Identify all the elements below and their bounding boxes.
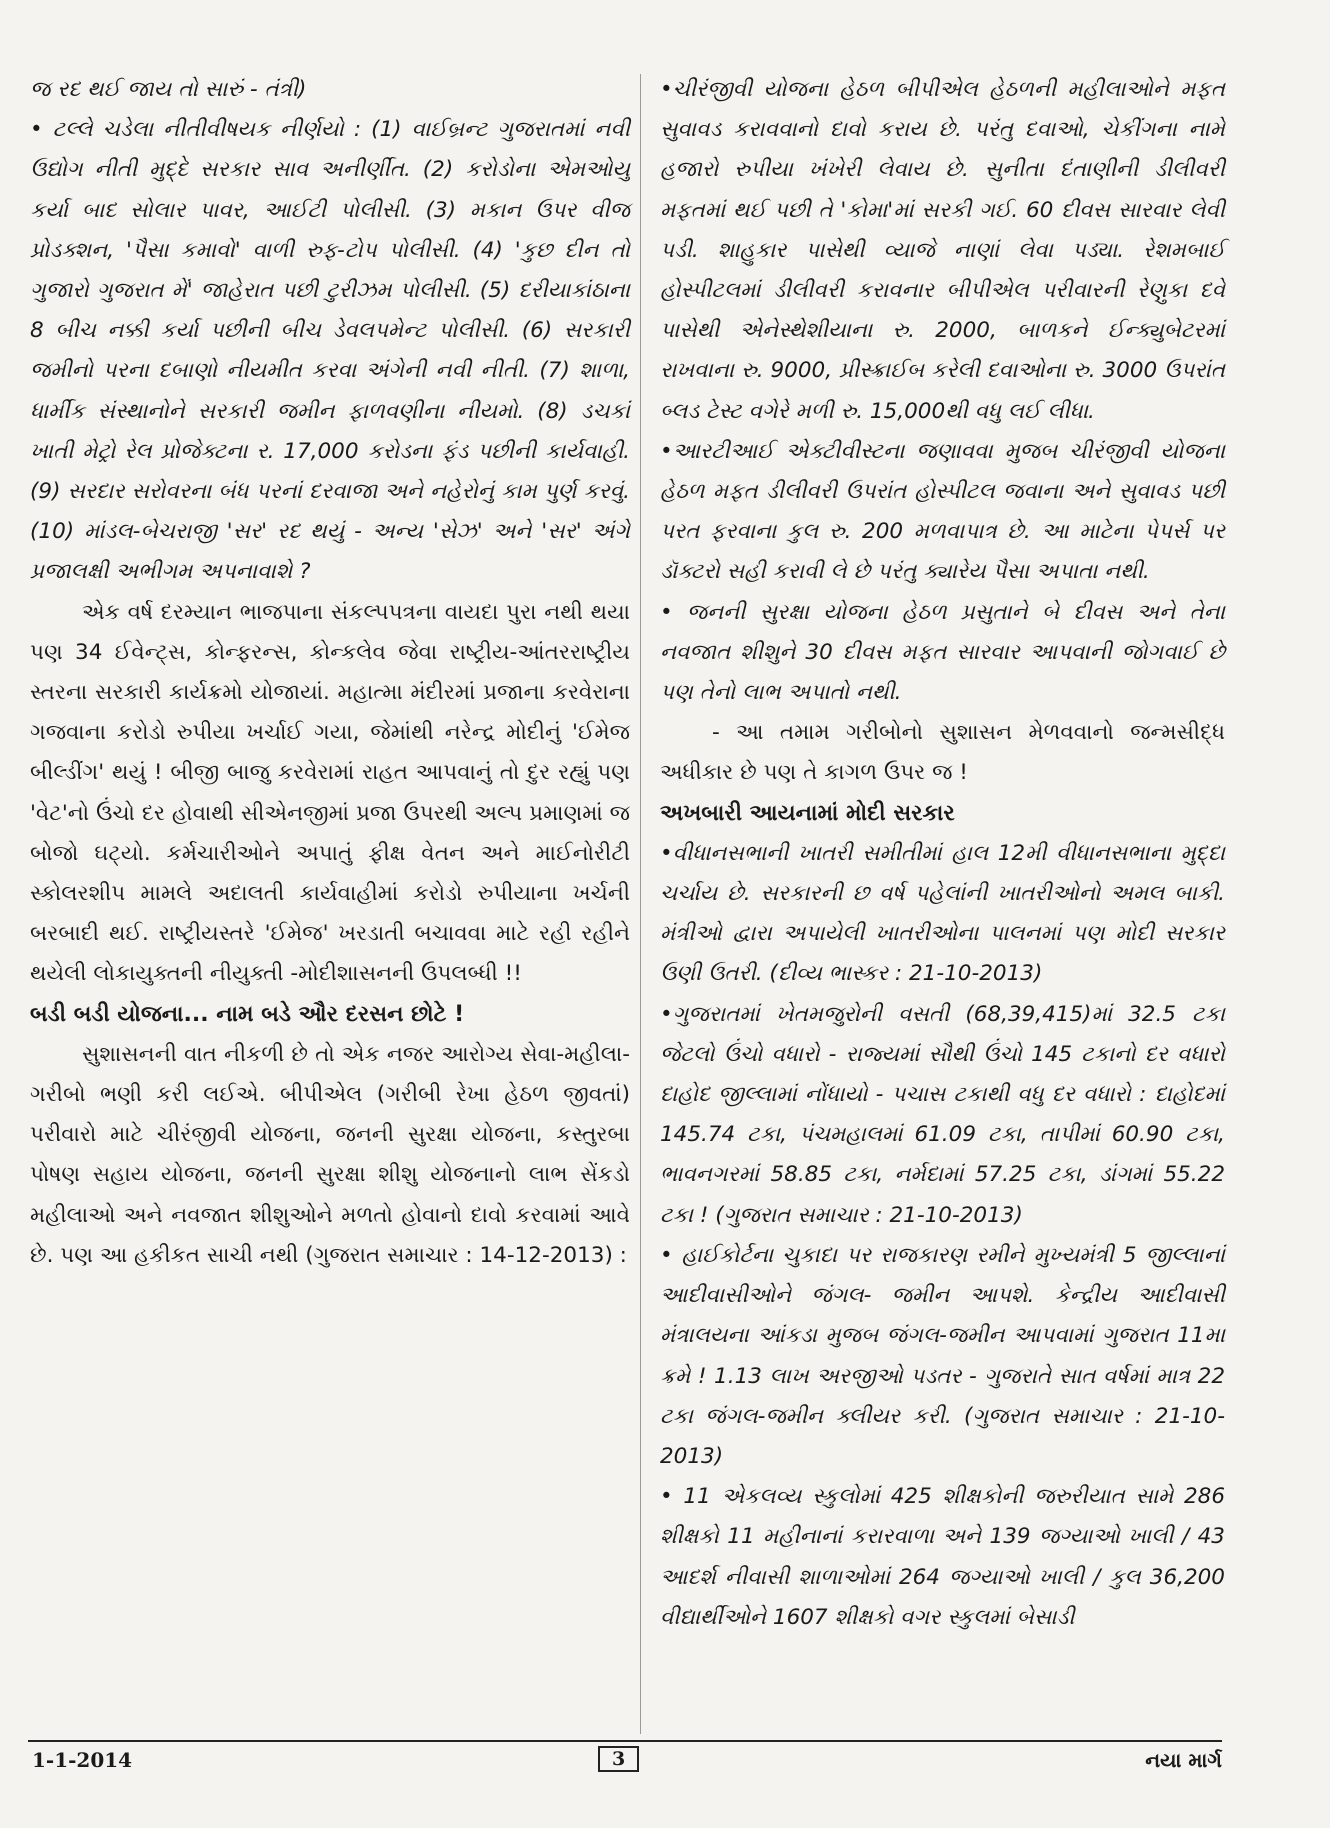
left-para-2: • ટલ્લે ચડેલા નીતીવીષયક નીર્ણયો : (1) વાઈબ્રન્ટ ગુજરાતમાં નવી ઉદ્યોગ નીતી મુદ્દે સરકાર સાવ અનીર્ણીત. (2) કરોડોના એમઓયુ કર્યા બાદ સોલાર પાવર, આઈટી પોલીસી. (3) મકાન ઉપર વીજ પ્રોડક્શન, 'પૈસા કમાવો' વાળી રુફ-ટોપ પોલીસી. (4) 'કુછ દીન તો ગુજારો ગુજરાત મેં' જાહેરાત પછી ટુરીઝમ પોલીસી. (5) દરીયાકાંઠાના 8 બીચ નક્કી કર્યા પછીની બીચ ડેવલપમેન્ટ પોલીસી. (6) સરકારી જમીનો પરના દબાણો નીયમીત કરવા અંગેની નવી નીતી. (7) શાળા, ધાર્મીક સંસ્થાનોને સરકારી જમીન ફાળવણીના નીયમો. (8) ડચકાં ખાતી મેટ્રો રેલ પ્રોજેક્ટના ર. 17,000 કરોડના ફંડ પછીની કાર્યવાહી. (9) સરદાર સરોવરના બંધ પરનાં દરવાજા અને નહેરોનું કામ પુર્ણ કરવું. (10) માંડલ-બેચરાજી 'સર' રદ થયું - અન્ય 'સેઝ' અને 'સર' અંગે પ્રજાલક્ષી અભીગમ અપનાવાશે ? <box>30 117 630 585</box>
right-para-1: •ચીરંજીવી યોજના હેઠળ બીપીએલ હેઠળની મહીલાઓને મફત સુવાવડ કરાવવાનો દાવો કરાય છે. પરંતુ દવાઓ, ચેકીંગના નામે હજારો રુપીયા ખંખેરી લેવાય છે. સુનીતા દંતાણીની ડીલીવરી મફતમાં થઈ પછી તે 'કોમા'માં સરકી ગઈ. 60 દીવસ સારવાર લેવી પડી. શાહુકાર પાસેથી વ્યાજે નાણાં લેવા પડ્યા. રેશમબાઈ હોસ્પીટલમાં ડીલીવરી કરાવનાર બીપીએલ પરીવારની રેણુકા દવે પાસેથી એનેસ્થેશીયાના રુ. 2000, બાળકને ઈન્ક્યુબેટરમાં રાખવાના રુ. 9000, પ્રીસ્ક્રાઈબ કરેલી દવાઓના રુ. 3000 ઉપરાંત બ્લડ ટેસ્ટ વગેરે મળી રુ. 15,000થી વધુ લઈ લીધા. <box>660 77 1225 424</box>
left-para-1: જ રદ થઈ જાય તો સારું - તંત્રી) <box>30 77 307 102</box>
footer-date: 1-1-2014 <box>32 1748 133 1772</box>
right-heading: અખબારી આયનામાં મોદી સરકાર <box>660 800 955 826</box>
right-para-8: • 11 એકલવ્ય સ્કુલોમાં 425 શીક્ષકોની જરુરીયાત સામે 286 શીક્ષકો 11 મહીનાનાં કરારવાળા અને 139 જગ્યાઓ ખાલી / 43 આદર્શ નીવાસી શાળાઓમાં 264 જગ્યાઓ ખાલી / કુલ 36,200 વીદ્યાર્થીઓને 1607 શીક્ષકો વગર સ્કુલમાં બેસાડી <box>660 1484 1225 1630</box>
left-para-4: સુશાસનની વાત નીકળી છે તો એક નજર આરોગ્ય સેવા-મહીલા-ગરીબો ભણી કરી લઈએ. બીપીએલ (ગરીબી રેખા હેઠળ જીવતાં) પરીવારો માટે ચીરંજીવી યોજના, જનની સુરક્ષા યોજના, કસ્તુરબા પોષણ સહાય યોજના, જનની સુરક્ષા શીશુ યોજનાનો લાભ સેંકડો મહીલાઓ અને નવજાત શીશુઓને મળતો હોવાનો દાવો કરવામાં આવે છે. પણ આ હકીકત સાચી નથી (ગુજરાત સમાચાર : 14-12-2013) : <box>30 1041 630 1268</box>
left-heading: બડી બડી યોજના... નામ બડે ઔર દરસન છોટે ! <box>30 1001 465 1027</box>
right-para-4: - આ તમામ ગરીબોનો સુશાસન મેળવવાનો જન્મસીદ્ધ અધીકાર છે પણ તે કાગળ ઉપર જ ! <box>660 720 1225 786</box>
right-para-5: •વીધાનસભાની ખાતરી સમીતીમાં હાલ 12મી વીધાનસભાના મુદ્દા ચર્ચાય છે. સરકારની છ વર્ષ પહેલાંની ખાતરીઓનો અમલ બાકી. મંત્રીઓ દ્વારા અપાયેલી ખાતરીઓના પાલનમાં પણ મોદી સરકાર ઉણી ઉતરી. (દીવ્ય ભાસ્કર : 21-10-2013) <box>660 840 1225 987</box>
right-column <box>660 70 1225 1638</box>
right-para-2: •આરટીઆઈ એક્ટીવીસ્ટના જણાવવા મુજબ ચીરંજીવી યોજના હેઠળ મફત ડીલીવરી ઉપરાંત હોસ્પીટલ જવાના અને સુવાવડ પછી પરત ફરવાના કુલ રુ. 200 મળવાપાત્ર છે. આ માટેના પેપર્સ પર ડૉક્ટરો સહી કરાવી લે છે પરંતુ ક્યારેય પૈસા અપાતા નથી. <box>660 438 1225 585</box>
footer-page-number: 3 <box>598 1746 639 1772</box>
column-divider <box>640 74 641 1734</box>
left-column <box>30 70 630 1276</box>
left-para-3: એક વર્ષ દરમ્યાન ભાજપાના સંકલ્પપત્રના વાયદા પુરા નથી થયા પણ 34 ઈવેન્ટ્સ, કોન્ફરન્સ, કોન્કલેવ જેવા રાષ્ટ્રીય-આંતરરાષ્ટ્રીય સ્તરના સરકારી કાર્યક્રમો યોજાયાં. મહાત્મા મંદીરમાં પ્રજાના કરવેરાના ગજવાના કરોડો રુપીયા ખર્ચાઈ ગયા, જેમાંથી નરેન્દ્ર મોદીનું 'ઈમેજ બીલ્ડીંગ' થયું ! બીજી બાજુ કરવેરામાં રાહત આપવાનું તો દુર રહ્યું પણ 'વેટ'નો ઉંચો દર હોવાથી સીએનજીમાં પ્રજા ઉપરથી અલ્પ પ્રમાણમાં જ બોજો ઘટ્યો. કર્મચારીઓને અપાતું ફીક્ષ વેતન અને માઈનોરીટી સ્કોલરશીપ મામલે અદાલતી કાર્યવાહીમાં કરોડો રુપીયાના ખર્ચની બરબાદી થઈ. રાષ્ટ્રીયસ્તરે 'ઈમેજ' ખરડાતી બચાવવા માટે રહી રહીને થયેલી લોકાયુક્તની નીયુક્તી -મોદીશાસનની ઉપલબ્ધી !! <box>30 599 630 987</box>
right-para-7: • હાઈકોર્ટના ચુકાદા પર રાજકારણ રમીને મુખ્યમંત્રી 5 જીલ્લાનાં આદીવાસીઓને જંગલ- જમીન આપશે. કેન્દ્રીય આદીવાસી મંત્રાલયના આંકડા મુજબ જંગલ-જમીન આપવામાં ગુજરાત 11મા ક્રમે ! 1.13 લાખ અરજીઓ પડતર - ગુજરાતે સાત વર્ષમાં માત્ર 22 ટકા જંગલ-જમીન ક્લીયર કરી. (ગુજરાત સમાચાર : 21-10-2013) <box>660 1242 1225 1469</box>
footer-rule <box>28 1740 1222 1742</box>
right-para-6: •ગુજરાતમાં ખેતમજુરોની વસતી (68,39,415)માં 32.5 ટકા જેટલો ઉંચો વધારો - રાજ્યમાં સૌથી ઉંચો 145 ટકાનો દર વધારો દાહોદ જીલ્લામાં નોંધાયો - પચાસ ટકાથી વધુ દર વધારો : દાહોદમાં 145.74 ટકા, પંચમહાલમાં 61.09 ટકા, તાપીમાં 60.90 ટકા, ભાવનગરમાં 58.85 ટકા, નર્મદામાં 57.25 ટકા, ડાંગમાં 55.22 ટકા ! (ગુજરાત સમાચાર : 21-10-2013) <box>660 1001 1225 1228</box>
right-para-3: • જનની સુરક્ષા યોજના હેઠળ પ્રસુતાને બે દીવસ અને તેના નવજાત શીશુને 30 દીવસ મફત સારવાર આપવાની જોગવાઈ છે પણ તેનો લાભ અપાતો નથી. <box>660 599 1225 706</box>
footer-publication-name: નયા માર્ગ <box>1145 1748 1222 1772</box>
